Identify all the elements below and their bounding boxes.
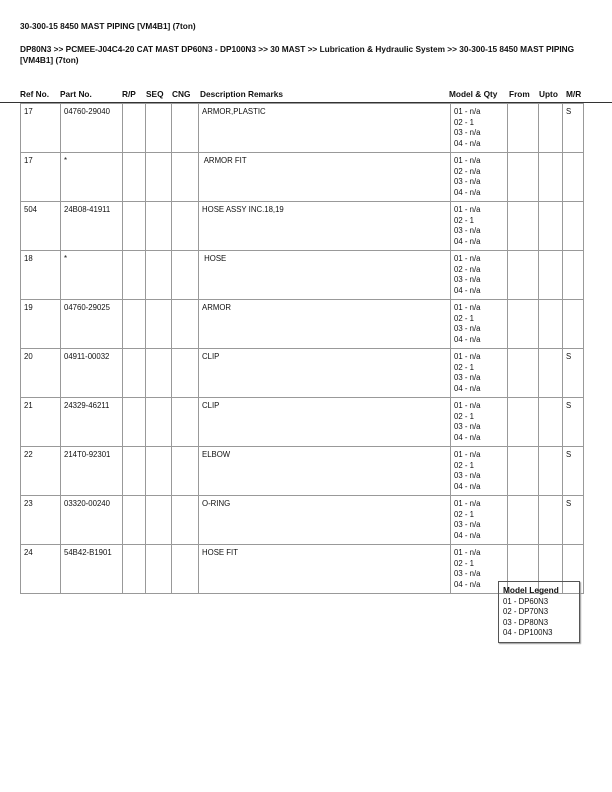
from-cell — [508, 447, 539, 496]
model-qty-line: 03 - n/a — [454, 226, 481, 235]
model-qty-line: 02 - 1 — [454, 509, 474, 519]
model-qty-line: 01 - n/a — [454, 254, 481, 263]
part-no: 04760-29040 — [61, 104, 123, 153]
ref-no: 17 — [21, 153, 61, 202]
mr-cell — [563, 202, 584, 251]
model-qty-line: 01 - n/a — [454, 499, 481, 508]
seq-cell — [146, 251, 172, 300]
cng-cell — [172, 447, 199, 496]
part-no: 04911-00032 — [61, 349, 123, 398]
table-row — [21, 398, 584, 447]
ref-no: 20 — [21, 349, 61, 398]
model-qty-line: 04 - n/a — [454, 138, 481, 148]
legend-item: 04 - DP100N3 — [503, 628, 553, 637]
model-qty-line: 04 - n/a — [454, 530, 481, 540]
mr-cell: S — [563, 447, 584, 496]
table-row — [21, 300, 584, 349]
cng-cell — [172, 202, 199, 251]
model-qty-line: 01 - n/a — [454, 303, 481, 312]
rp-cell — [123, 300, 146, 349]
model-qty-line: 02 - 1 — [454, 362, 474, 372]
upto-cell — [539, 104, 563, 153]
part-no: 54B42-B1901 — [61, 545, 123, 594]
parts-table — [20, 103, 584, 594]
mr-cell: S — [563, 104, 584, 153]
ref-no: 21 — [21, 398, 61, 447]
model-qty-line: 01 - n/a — [454, 205, 481, 214]
seq-cell — [146, 300, 172, 349]
seq-cell — [146, 104, 172, 153]
model-qty-line: 01 - n/a — [454, 450, 481, 459]
upto-cell — [539, 398, 563, 447]
table-row — [21, 447, 584, 496]
upto-cell — [539, 300, 563, 349]
model-qty-line: 01 - n/a — [454, 156, 481, 165]
from-cell — [508, 104, 539, 153]
model-qty-line: 02 - 1 — [454, 558, 474, 568]
model-qty-line: 02 - 1 — [454, 117, 474, 127]
upto-cell — [539, 202, 563, 251]
model-qty-line: 04 - n/a — [454, 236, 481, 246]
header-ref: Ref No. — [20, 89, 50, 99]
cng-cell — [172, 349, 199, 398]
from-cell — [508, 153, 539, 202]
part-no: * — [61, 153, 123, 202]
ref-no: 24 — [21, 545, 61, 594]
model-qty-line: 01 - n/a — [454, 352, 481, 361]
description: CLIP — [199, 349, 451, 398]
rp-cell — [123, 545, 146, 594]
model-qty-line: 03 - n/a — [454, 275, 481, 284]
part-no: 214T0-92301 — [61, 447, 123, 496]
ref-no: 504 — [21, 202, 61, 251]
model-qty — [451, 398, 508, 447]
upto-cell — [539, 251, 563, 300]
header-mr: M/R — [566, 89, 582, 99]
model-qty-line: 04 - n/a — [454, 432, 481, 442]
table-row — [21, 349, 584, 398]
header-from: From — [509, 89, 530, 99]
model-qty-line: 04 - n/a — [454, 285, 481, 295]
description: HOSE ASSY INC.18,19 — [199, 202, 451, 251]
header-model: Model & Qty — [449, 89, 498, 99]
table-header — [0, 87, 612, 103]
model-qty — [451, 447, 508, 496]
model-qty — [451, 153, 508, 202]
header-cng: CNG — [172, 89, 191, 99]
model-qty — [451, 251, 508, 300]
rp-cell — [123, 251, 146, 300]
seq-cell — [146, 447, 172, 496]
rp-cell — [123, 447, 146, 496]
rp-cell — [123, 104, 146, 153]
description: O-RING — [199, 496, 451, 545]
cng-cell — [172, 300, 199, 349]
model-qty-line: 04 - n/a — [454, 187, 481, 197]
rp-cell — [123, 202, 146, 251]
part-no: 03320-00240 — [61, 496, 123, 545]
seq-cell — [146, 545, 172, 594]
description: ARMOR — [199, 300, 451, 349]
model-qty-line: 04 - n/a — [454, 481, 481, 491]
rp-cell — [123, 496, 146, 545]
upto-cell — [539, 447, 563, 496]
rp-cell — [123, 349, 146, 398]
seq-cell — [146, 153, 172, 202]
table-row — [21, 104, 584, 153]
from-cell — [508, 300, 539, 349]
legend-item: 03 - DP80N3 — [503, 617, 549, 627]
table-row — [21, 153, 584, 202]
legend-item: 02 - DP70N3 — [503, 607, 549, 616]
ref-no: 22 — [21, 447, 61, 496]
model-qty-line: 04 - n/a — [454, 383, 481, 393]
rp-cell — [123, 398, 146, 447]
mr-cell: S — [563, 349, 584, 398]
mr-cell — [563, 251, 584, 300]
mr-cell — [563, 153, 584, 202]
model-qty — [451, 202, 508, 251]
upto-cell — [539, 349, 563, 398]
model-qty — [451, 349, 508, 398]
model-qty-line: 03 - n/a — [454, 569, 481, 578]
seq-cell — [146, 202, 172, 251]
from-cell — [508, 349, 539, 398]
mr-cell: S — [563, 398, 584, 447]
description: ARMOR FIT — [199, 153, 451, 202]
table-row — [21, 251, 584, 300]
model-qty — [451, 300, 508, 349]
table-row — [21, 202, 584, 251]
ref-no: 19 — [21, 300, 61, 349]
breadcrumb: DP80N3 >> PCMEE-J04C4-20 CAT MAST DP60N3 - DP100N3 >> 30 MAST >> Lubrication & Hydraulic System >> 30-300-15 8450 MAST PIPING [VM4B1] (7ton) — [20, 44, 575, 65]
cng-cell — [172, 104, 199, 153]
description: CLIP — [199, 398, 451, 447]
model-qty-line: 02 - 1 — [454, 411, 474, 421]
model-legend — [498, 581, 580, 643]
mr-cell — [563, 300, 584, 349]
model-qty-line: 01 - n/a — [454, 548, 481, 557]
model-qty-line: 01 - n/a — [454, 401, 481, 410]
ref-no: 18 — [21, 251, 61, 300]
legend-title: Model Legend — [503, 585, 559, 595]
description: ELBOW — [199, 447, 451, 496]
cng-cell — [172, 398, 199, 447]
ref-no: 17 — [21, 104, 61, 153]
model-qty-line: 03 - n/a — [454, 128, 481, 137]
description: ARMOR,PLASTIC — [199, 104, 451, 153]
ref-no: 23 — [21, 496, 61, 545]
description: HOSE — [199, 251, 451, 300]
model-qty-line: 03 - n/a — [454, 422, 481, 431]
upto-cell — [539, 496, 563, 545]
header-upto: Upto — [539, 89, 558, 99]
upto-cell — [539, 153, 563, 202]
model-qty-line: 02 - 1 — [454, 313, 474, 323]
part-no: 24B08-41911 — [61, 202, 123, 251]
seq-cell — [146, 496, 172, 545]
part-no: * — [61, 251, 123, 300]
model-qty-line: 02 - n/a — [454, 166, 481, 176]
model-qty-line: 03 - n/a — [454, 324, 481, 333]
rp-cell — [123, 153, 146, 202]
model-qty-line: 02 - 1 — [454, 460, 474, 470]
from-cell — [508, 496, 539, 545]
part-no: 04760-29025 — [61, 300, 123, 349]
header-rp: R/P — [122, 89, 136, 99]
cng-cell — [172, 545, 199, 594]
page-title: 30-300-15 8450 MAST PIPING [VM4B1] (7ton) — [20, 21, 196, 31]
description: HOSE FIT — [199, 545, 451, 594]
model-qty-line: 03 - n/a — [454, 520, 481, 529]
table-row — [21, 496, 584, 545]
model-qty-line: 03 - n/a — [454, 373, 481, 382]
model-qty-line: 03 - n/a — [454, 177, 481, 186]
model-qty-line: 01 - n/a — [454, 107, 481, 116]
part-no: 24329-46211 — [61, 398, 123, 447]
seq-cell — [146, 398, 172, 447]
model-qty — [451, 496, 508, 545]
model-qty-line: 02 - n/a — [454, 264, 481, 274]
model-qty-line: 04 - n/a — [454, 579, 481, 589]
model-qty-line: 02 - 1 — [454, 215, 474, 225]
cng-cell — [172, 496, 199, 545]
model-qty — [451, 104, 508, 153]
header-seq: SEQ — [146, 89, 164, 99]
legend-item: 01 - DP60N3 — [503, 596, 549, 606]
mr-cell: S — [563, 496, 584, 545]
from-cell — [508, 251, 539, 300]
model-qty-line: 03 - n/a — [454, 471, 481, 480]
model-qty-line: 04 - n/a — [454, 334, 481, 344]
from-cell — [508, 202, 539, 251]
header-desc: Description Remarks — [200, 89, 284, 99]
from-cell — [508, 398, 539, 447]
cng-cell — [172, 153, 199, 202]
seq-cell — [146, 349, 172, 398]
header-part: Part No. — [60, 89, 92, 99]
cng-cell — [172, 251, 199, 300]
